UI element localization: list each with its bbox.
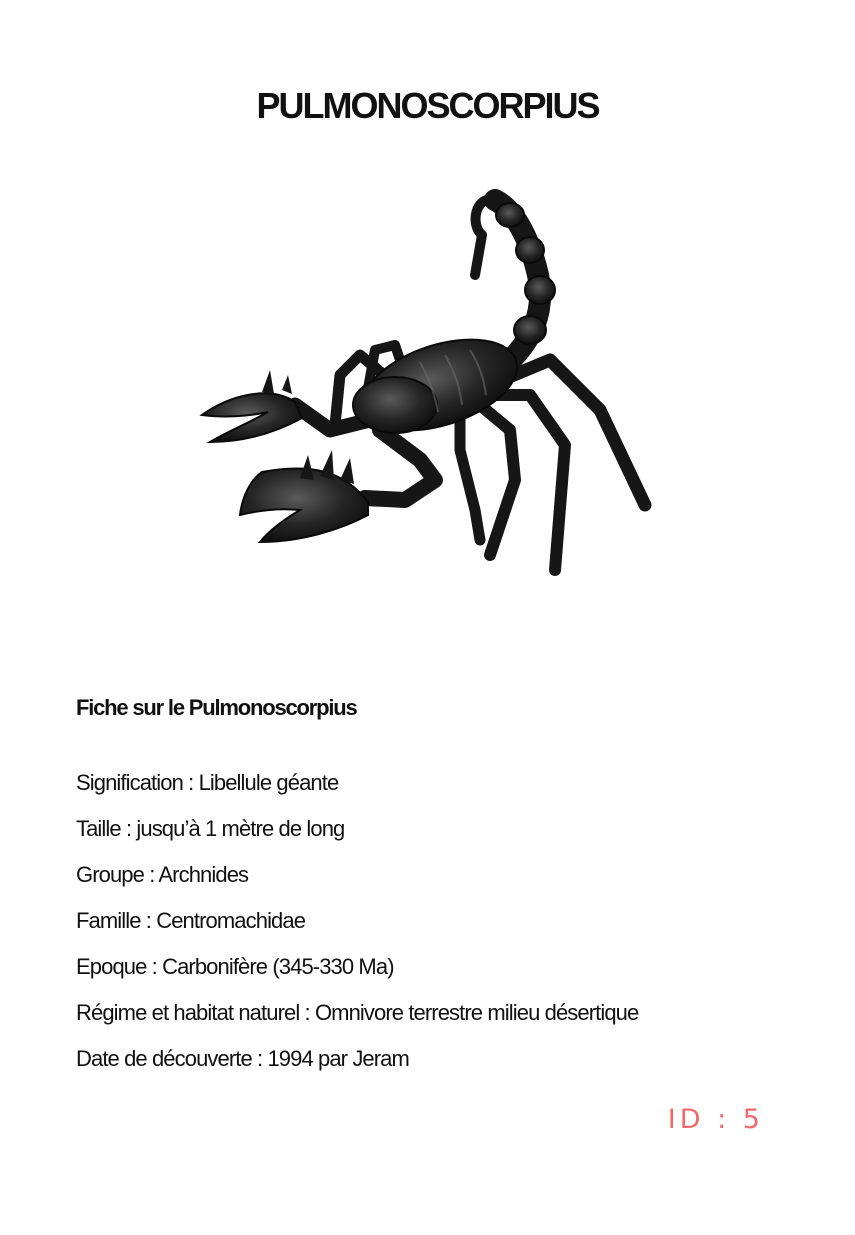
- scorpion-icon: [190, 180, 670, 585]
- fact-sheet-heading: Fiche sur le Pulmonoscorpius: [76, 695, 357, 720]
- fact-diet-habitat: Régime et habitat naturel : Omnivore terrestre milieu désertique: [76, 1000, 639, 1025]
- fact-epoch: Epoque : Carbonifère (345-330 Ma): [76, 954, 394, 979]
- id-label: ID : 5: [667, 1104, 764, 1135]
- fact-discovery: Date de découverte : 1994 par Jeram: [76, 1046, 409, 1071]
- fact-size: Taille : jusqu’à 1 mètre de long: [76, 816, 345, 841]
- fact-meaning: Signification : Libellule géante: [76, 770, 339, 795]
- fact-list: [76, 760, 796, 1082]
- fact-family: Famille : Centromachidae: [76, 908, 306, 933]
- fact-group: Groupe : Archnides: [76, 862, 249, 887]
- page-title: PULMONOSCORPIUS: [256, 85, 599, 126]
- fact-sheet: [76, 690, 796, 1082]
